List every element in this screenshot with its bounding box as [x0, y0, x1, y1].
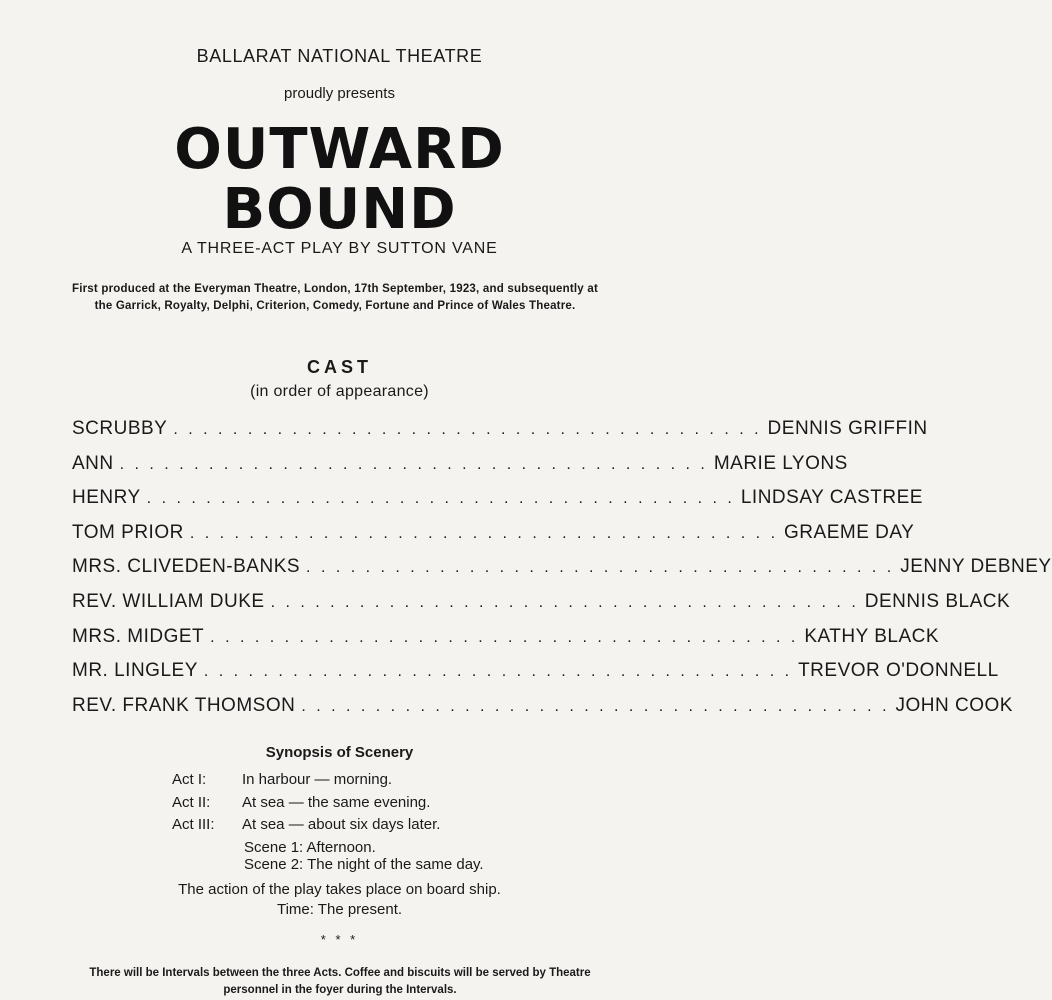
cast-row [72, 590, 1011, 626]
act-text: At sea — the same evening. [242, 793, 431, 811]
cast-actor: DENNIS GRIFFIN [767, 418, 928, 439]
scene-line: Scene 1: Afternoon. [244, 838, 376, 856]
cast-heading: CAST [307, 357, 372, 377]
cast-row [72, 418, 928, 453]
act-row [172, 771, 484, 794]
cast-role: SCRUBBY [72, 418, 168, 439]
production-note: First produced at the Everyman Theatre, London, 17th September, 1923, and subsequently at the Garrick, Royalty, Delphi, Criterion, Comedy, Fortune and Prince of Wales Theatre. [72, 283, 598, 312]
act-label: Act I: [172, 771, 207, 788]
dot-leader: . . . . . . . . . . . . . . . . . . . . . . . . . . . . . . . . . . . . . . . . [173, 421, 762, 438]
scene-line: Scene 2: The night of the same day. [244, 856, 484, 873]
play-subtitle: A THREE-ACT PLAY BY SUTTON VANE [181, 240, 498, 257]
theatre-name: BALLARAT NATIONAL THEATRE [196, 46, 483, 66]
cast-role: MR. LINGLEY [72, 660, 198, 682]
dot-leader: . . . . . . . . . . . . . . . . . . . . . . . . . . . . . . . . . . . . . . . . [270, 593, 859, 611]
cast-actor: DENNIS BLACK [864, 590, 1011, 612]
dot-leader: . . . . . . . . . . . . . . . . . . . . . . . . . . . . . . . . . . . . . . . . [210, 628, 799, 646]
cast-role: REV. FRANK THOMSON [72, 694, 296, 716]
act-row [172, 794, 484, 817]
cast-role: MRS. MIDGET [72, 625, 205, 647]
separator-stars: * * * [320, 932, 359, 947]
cast-row [72, 487, 923, 522]
cast-role: TOM PRIOR [72, 521, 184, 543]
synopsis-heading: Synopsis of Scenery [265, 744, 414, 761]
dot-leader: . . . . . . . . . . . . . . . . . . . . . . . . . . . . . . . . . . . . . . . . [301, 697, 890, 715]
cast-actor: GRAEME DAY [784, 521, 915, 543]
cast-row [72, 660, 999, 695]
cast-actor: TREVOR O'DONNELL [798, 660, 999, 682]
cast-role: HENRY [72, 487, 141, 509]
cast-subheading: (in order of appearance) [250, 383, 429, 400]
cast-actor: KATHY BLACK [804, 625, 940, 647]
play-title-line-1: OUTWARD [174, 117, 505, 182]
dot-leader: . . . . . . . . . . . . . . . . . . . . . . . . . . . . . . . . . . . . . . . . [119, 455, 708, 473]
act-label: Act II: [172, 793, 211, 811]
intervals-note: There will be Intervals between the three Acts. Coffee and biscuits will be served by Theatre personnel in the foyer during the Intervals. [89, 967, 591, 996]
act-row [172, 816, 484, 839]
dot-leader: . . . . . . . . . . . . . . . . . . . . . . . . . . . . . . . . . . . . . . . . [306, 559, 895, 577]
dot-leader: . . . . . . . . . . . . . . . . . . . . . . . . . . . . . . . . . . . . . . . . [146, 490, 735, 508]
cast-actor: JENNY DEBNEY [900, 556, 1052, 578]
cast-list [72, 418, 1052, 729]
cast-row [72, 625, 940, 661]
cast-role: MRS. CLIVEDEN-BANKS [72, 556, 301, 578]
cast-row [72, 452, 848, 488]
dot-leader: . . . . . . . . . . . . . . . . . . . . . . . . . . . . . . . . . . . . . . . . [189, 524, 779, 542]
cast-row [72, 556, 1052, 591]
time-note: Time: The present. [276, 901, 403, 918]
cast-role: REV. WILLIAM DUKE [72, 590, 265, 612]
presents-line: proudly presents [284, 85, 395, 102]
cast-actor: MARIE LYONS [713, 452, 848, 474]
act-text: In harbour — morning. [242, 771, 393, 788]
cast-row [72, 521, 915, 557]
action-note: The action of the play takes place on board ship. [178, 881, 501, 898]
act-label: Act III: [172, 816, 215, 833]
dot-leader: . . . . . . . . . . . . . . . . . . . . . . . . . . . . . . . . . . . . . . . . [203, 663, 793, 681]
cast-actor: JOHN COOK [895, 694, 1013, 716]
synopsis-acts [172, 771, 484, 874]
cast-row [72, 694, 1013, 730]
cast-role: ANN [72, 452, 114, 474]
act-text: At sea — about six days later. [242, 816, 441, 833]
cast-actor: LINDSAY CASTREE [740, 487, 923, 509]
play-title-line-2: BOUND [222, 177, 457, 242]
